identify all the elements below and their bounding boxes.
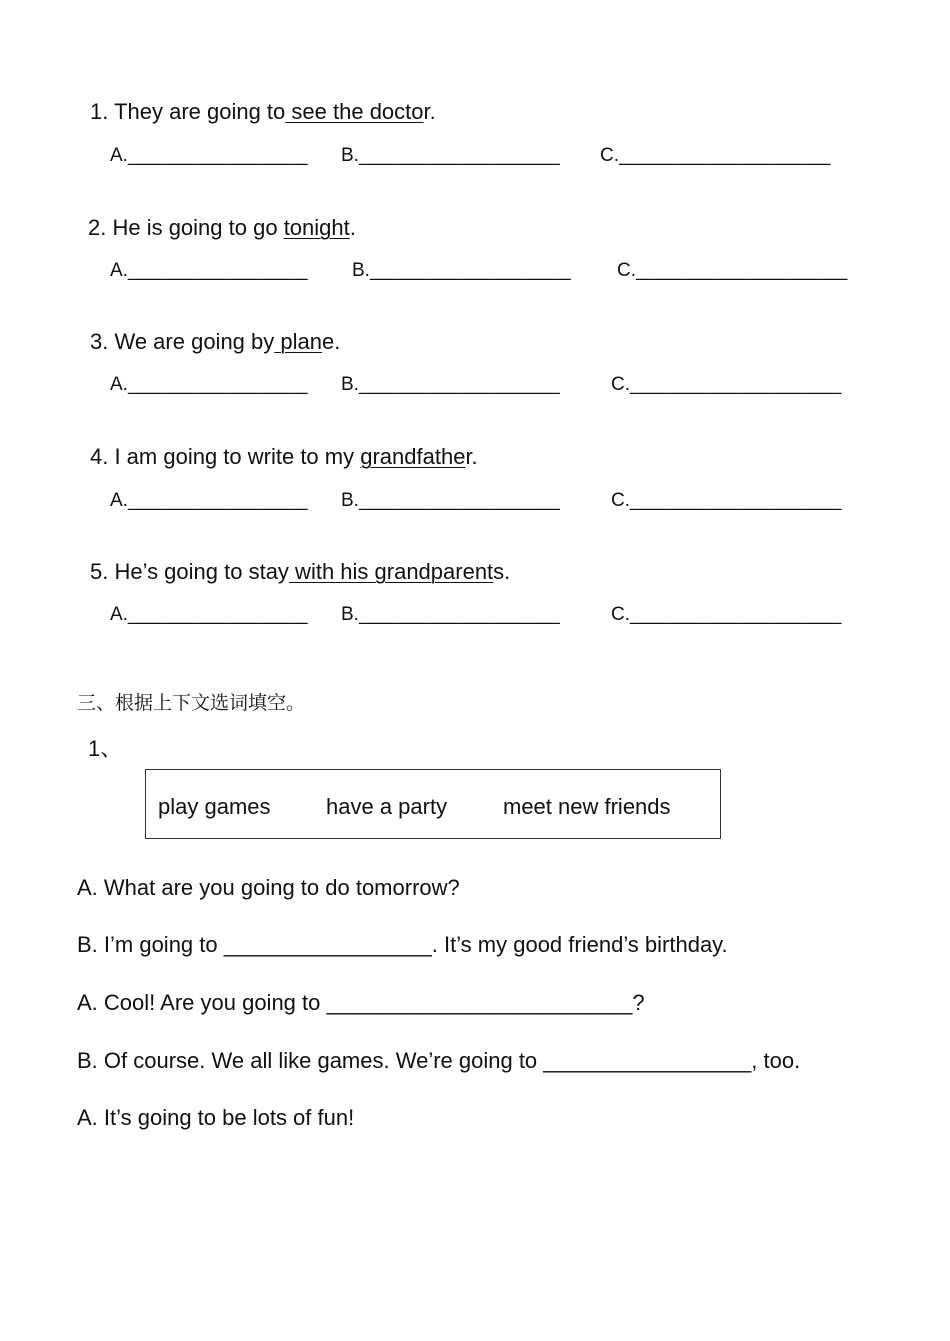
question-1-option-a[interactable]: A._________________: [110, 145, 308, 166]
word-box-item-3: meet new friends: [503, 794, 671, 819]
question-3: [90, 329, 340, 355]
word-box: [145, 769, 721, 839]
question-5: [90, 559, 510, 585]
question-4-underlined: grandfathe: [360, 444, 466, 469]
question-4: [90, 444, 478, 470]
question-3-option-b[interactable]: B.___________________: [341, 374, 560, 395]
dialogue-line-2: B. I’m going to _________________. It’s my good friend’s birthday.: [77, 932, 728, 957]
question-2: [88, 215, 356, 241]
word-box-item-2: have a party: [326, 794, 448, 819]
word-box-item-1: play games: [158, 794, 271, 819]
question-3-option-c[interactable]: C.____________________: [611, 374, 842, 395]
dialogue-line-4: B. Of course. We all like games. We’re going to _________________, too.: [77, 1048, 801, 1073]
question-5-prefix: 5. He’s going to stay: [90, 559, 289, 584]
question-3-option-a[interactable]: A._________________: [110, 374, 308, 395]
question-4-suffix: r.: [465, 444, 478, 469]
question-1-option-b[interactable]: B.___________________: [341, 145, 560, 166]
question-3-suffix: e.: [321, 329, 341, 354]
question-5-option-a[interactable]: A._________________: [110, 604, 308, 625]
question-5-suffix: s.: [493, 559, 511, 584]
question-5-option-b[interactable]: B.___________________: [341, 604, 560, 625]
section-3-title: 三、根据上下文选词填空。: [77, 692, 306, 714]
question-5-underlined: with his grandparent: [288, 559, 494, 584]
question-4-prefix: 4. I am going to write to my: [90, 444, 361, 469]
question-2-option-c[interactable]: C.____________________: [617, 260, 848, 281]
dialogue-line-5: A. It’s going to be lots of fun!: [77, 1105, 355, 1130]
question-1: [90, 99, 436, 125]
question-3-underlined: plan: [274, 329, 322, 354]
dialogue-line-1: A. What are you going to do tomorrow?: [77, 875, 460, 900]
dialogue-line-3: A. Cool! Are you going to _________________________?: [77, 990, 645, 1015]
question-4-option-a[interactable]: A._________________: [110, 490, 308, 511]
question-2-option-a[interactable]: A._________________: [110, 260, 308, 281]
question-2-option-b[interactable]: B.___________________: [352, 260, 571, 281]
question-1-underlined: see the docto: [285, 99, 424, 124]
question-4-option-b[interactable]: B.___________________: [341, 490, 560, 511]
question-2-prefix: 2. He is going to go: [88, 215, 284, 240]
question-3-prefix: 3. We are going by: [90, 329, 275, 354]
question-2-suffix: .: [349, 215, 356, 240]
question-1-prefix: 1. They are going to: [90, 99, 286, 124]
question-5-option-c[interactable]: C.____________________: [611, 604, 842, 625]
question-1-suffix: r.: [423, 99, 436, 124]
question-1-option-c[interactable]: C.____________________: [600, 145, 831, 166]
question-2-underlined: tonight: [283, 215, 350, 240]
question-4-option-c[interactable]: C.____________________: [611, 490, 842, 511]
section-3-number: 1、: [88, 736, 123, 761]
